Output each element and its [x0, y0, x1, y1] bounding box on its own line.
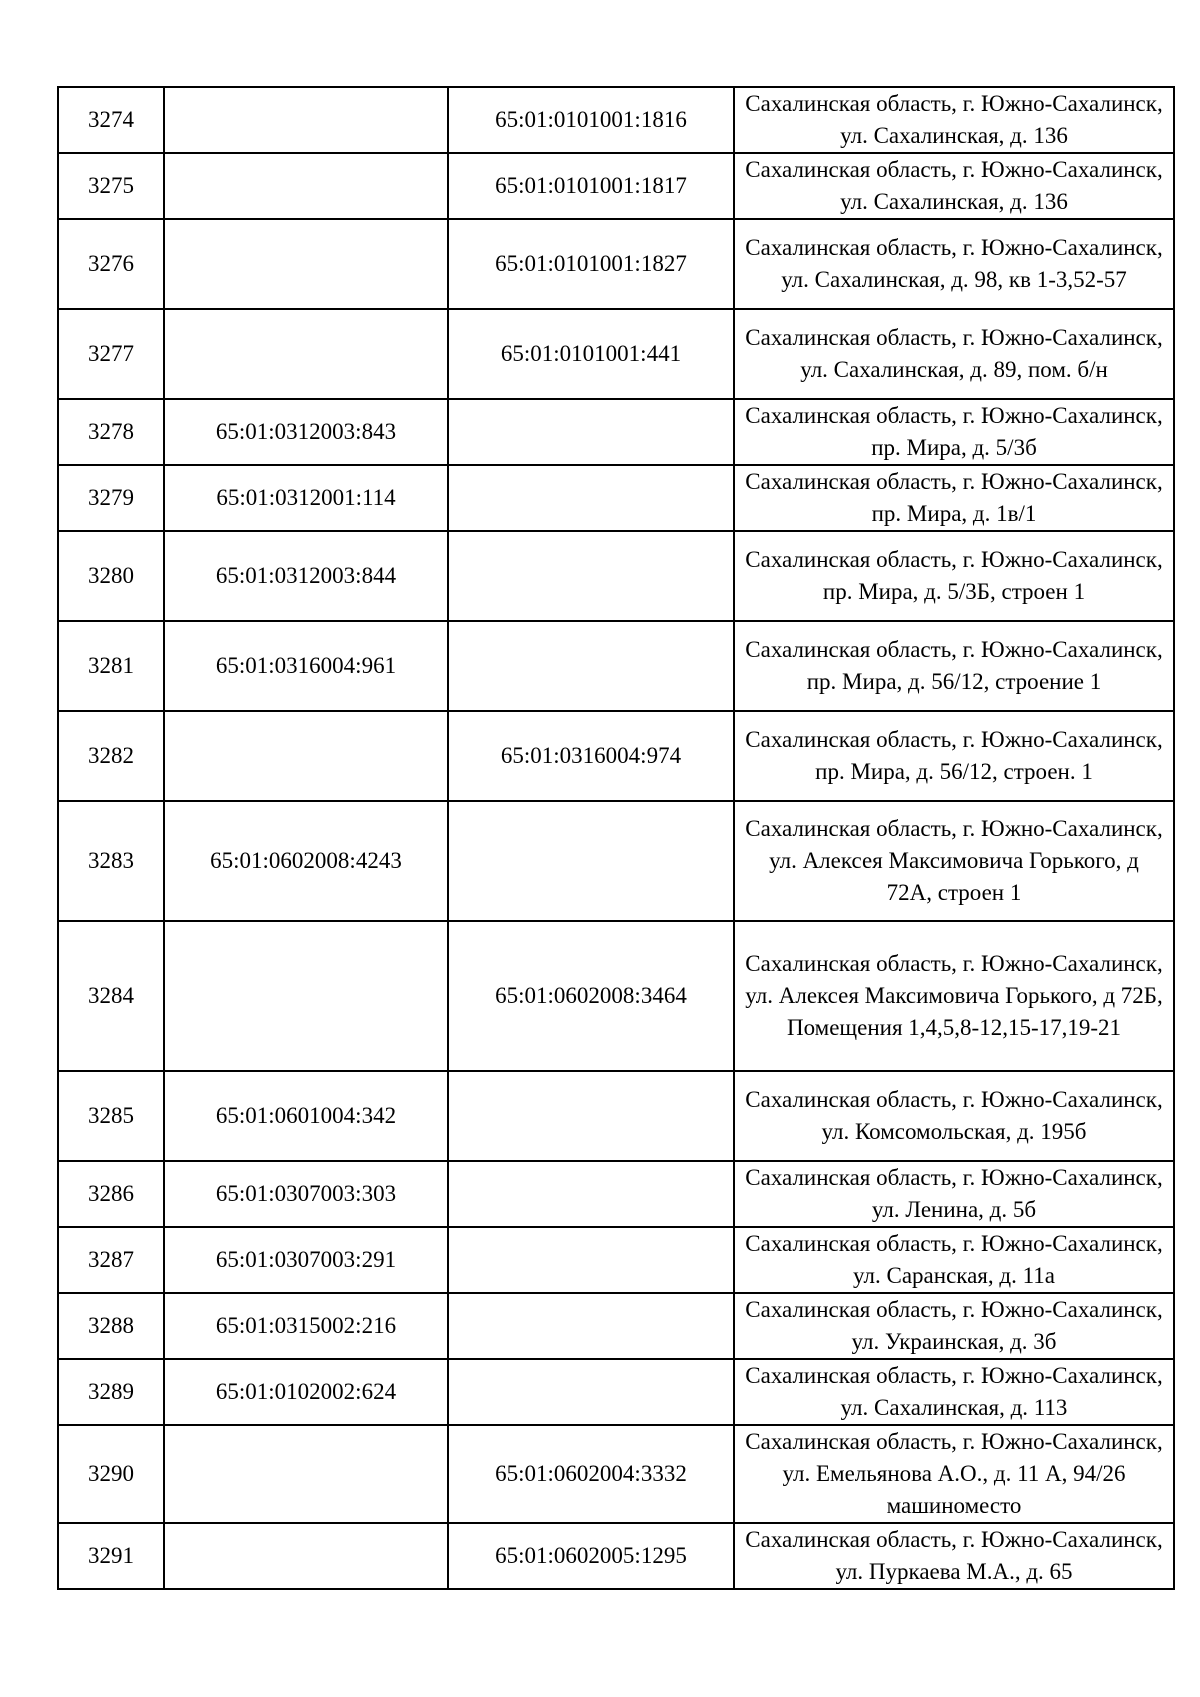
cadastral-number-object: 65:01:0602008:3464	[448, 921, 734, 1071]
row-number: 3278	[58, 399, 164, 465]
row-number: 3276	[58, 219, 164, 309]
cadastral-number-land: 65:01:0315002:216	[164, 1293, 448, 1359]
address: Сахалинская область, г. Южно-Сахалинск, ул. Алексея Максимовича Горького, д 72А, строен 1	[734, 801, 1174, 921]
table-row	[58, 1359, 1174, 1425]
table-row	[58, 711, 1174, 801]
cadastral-number-land	[164, 309, 448, 399]
address: Сахалинская область, г. Южно-Сахалинск, пр. Мира, д. 5/3б	[734, 399, 1174, 465]
cadastral-number-object	[448, 801, 734, 921]
table-row	[58, 399, 1174, 465]
address: Сахалинская область, г. Южно-Сахалинск, ул. Сахалинская, д. 89, пом. б/н	[734, 309, 1174, 399]
address: Сахалинская область, г. Южно-Сахалинск, ул. Пуркаева М.А., д. 65	[734, 1523, 1174, 1589]
cadastral-number-object	[448, 1293, 734, 1359]
cadastral-number-object	[448, 1071, 734, 1161]
cadastral-number-land: 65:01:0307003:303	[164, 1161, 448, 1227]
cadastral-number-land	[164, 219, 448, 309]
row-number: 3284	[58, 921, 164, 1071]
row-number: 3275	[58, 153, 164, 219]
table-row	[58, 87, 1174, 153]
cadastral-number-object: 65:01:0316004:974	[448, 711, 734, 801]
address: Сахалинская область, г. Южно-Сахалинск, ул. Сахалинская, д. 136	[734, 87, 1174, 153]
cadastral-number-land: 65:01:0307003:291	[164, 1227, 448, 1293]
cadastral-number-land: 65:01:0312003:844	[164, 531, 448, 621]
address: Сахалинская область, г. Южно-Сахалинск, ул. Ленина, д. 5б	[734, 1161, 1174, 1227]
cadastral-number-land	[164, 1425, 448, 1523]
table-row	[58, 153, 1174, 219]
address: Сахалинская область, г. Южно-Сахалинск, ул. Комсомольская, д. 195б	[734, 1071, 1174, 1161]
cadastral-number-object	[448, 621, 734, 711]
row-number: 3274	[58, 87, 164, 153]
row-number: 3280	[58, 531, 164, 621]
address: Сахалинская область, г. Южно-Сахалинск, пр. Мира, д. 1в/1	[734, 465, 1174, 531]
row-number: 3289	[58, 1359, 164, 1425]
row-number: 3282	[58, 711, 164, 801]
row-number: 3286	[58, 1161, 164, 1227]
row-number: 3287	[58, 1227, 164, 1293]
table-row	[58, 1523, 1174, 1589]
table-row	[58, 309, 1174, 399]
row-number: 3283	[58, 801, 164, 921]
cadastral-number-land: 65:01:0102002:624	[164, 1359, 448, 1425]
row-number: 3281	[58, 621, 164, 711]
address: Сахалинская область, г. Южно-Сахалинск, пр. Мира, д. 5/3Б, строен 1	[734, 531, 1174, 621]
address: Сахалинская область, г. Южно-Сахалинск, ул. Емельянова А.О., д. 11 А, 94/26 машиноместо	[734, 1425, 1174, 1523]
address: Сахалинская область, г. Южно-Сахалинск, ул. Сахалинская, д. 113	[734, 1359, 1174, 1425]
cadastral-number-land	[164, 921, 448, 1071]
address: Сахалинская область, г. Южно-Сахалинск, ул. Украинская, д. 3б	[734, 1293, 1174, 1359]
address: Сахалинская область, г. Южно-Сахалинск, ул. Сахалинская, д. 136	[734, 153, 1174, 219]
cadastral-number-land: 65:01:0312003:843	[164, 399, 448, 465]
table-row	[58, 621, 1174, 711]
table-row	[58, 219, 1174, 309]
table-row	[58, 801, 1174, 921]
row-number: 3291	[58, 1523, 164, 1589]
cadastral-number-object: 65:01:0101001:1827	[448, 219, 734, 309]
cadastral-number-object: 65:01:0101001:1817	[448, 153, 734, 219]
row-number: 3277	[58, 309, 164, 399]
row-number: 3279	[58, 465, 164, 531]
address: Сахалинская область, г. Южно-Сахалинск, ул. Алексея Максимовича Горького, д 72Б, Помещения 1,4,5,8-12,15-17,19-21	[734, 921, 1174, 1071]
cadastral-number-land: 65:01:0316004:961	[164, 621, 448, 711]
cadastral-number-object	[448, 531, 734, 621]
table-row	[58, 1227, 1174, 1293]
cadastral-number-object	[448, 399, 734, 465]
address: Сахалинская область, г. Южно-Сахалинск, пр. Мира, д. 56/12, строен. 1	[734, 711, 1174, 801]
cadastral-number-land: 65:01:0312001:114	[164, 465, 448, 531]
cadastral-number-land: 65:01:0601004:342	[164, 1071, 448, 1161]
table-row	[58, 1071, 1174, 1161]
cadastral-number-object: 65:01:0101001:1816	[448, 87, 734, 153]
row-number: 3288	[58, 1293, 164, 1359]
row-number: 3290	[58, 1425, 164, 1523]
row-number: 3285	[58, 1071, 164, 1161]
property-table	[57, 86, 1175, 1590]
cadastral-number-land	[164, 153, 448, 219]
table-row	[58, 1161, 1174, 1227]
cadastral-number-object	[448, 465, 734, 531]
cadastral-number-land	[164, 1523, 448, 1589]
cadastral-number-object	[448, 1161, 734, 1227]
table-row	[58, 921, 1174, 1071]
cadastral-number-object: 65:01:0602005:1295	[448, 1523, 734, 1589]
cadastral-number-object	[448, 1359, 734, 1425]
document-page	[57, 86, 1175, 1590]
cadastral-number-land: 65:01:0602008:4243	[164, 801, 448, 921]
table-row	[58, 1293, 1174, 1359]
address: Сахалинская область, г. Южно-Сахалинск, ул. Саранская, д. 11а	[734, 1227, 1174, 1293]
address: Сахалинская область, г. Южно-Сахалинск, пр. Мира, д. 56/12, строение 1	[734, 621, 1174, 711]
table-row	[58, 465, 1174, 531]
cadastral-number-object	[448, 1227, 734, 1293]
cadastral-number-land	[164, 87, 448, 153]
cadastral-number-land	[164, 711, 448, 801]
address: Сахалинская область, г. Южно-Сахалинск, ул. Сахалинская, д. 98, кв 1-3,52-57	[734, 219, 1174, 309]
table-row	[58, 531, 1174, 621]
cadastral-number-object: 65:01:0602004:3332	[448, 1425, 734, 1523]
table-row	[58, 1425, 1174, 1523]
cadastral-number-object: 65:01:0101001:441	[448, 309, 734, 399]
